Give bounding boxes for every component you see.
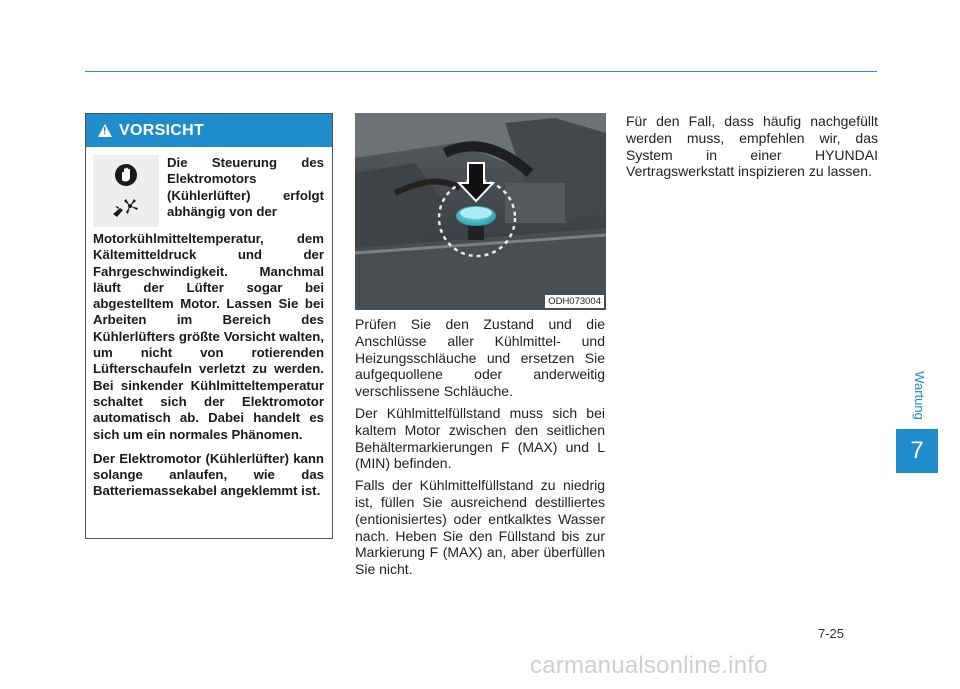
watermark: carmanualsonline.info [530, 652, 768, 679]
caution-paragraph-2: Der Elektromotor (Kühlerlüfter) kann solange anlaufen, wie das Batteriemassekabel angeklemmt ist. [93, 450, 324, 499]
warning-triangle-icon [98, 124, 112, 137]
caution-box [85, 113, 333, 539]
right-column [626, 113, 878, 180]
stop-hand-icon [114, 163, 138, 187]
caution-paragraph-1: Motorkühlmitteltemperatur, dem Kältemitteldruck und der Fahrgeschwindigkeit. Manchmal läuft der Lüfter sogar bei abgestelltem Motor. Lassen Sie bei Arbeiten im Bereich des Kühlerlüfters größte Vorsicht walten, um nicht von rotierenden Lüfterschaufeln verletzt zu werden. Bei sinkender Kühlmitteltemperatur schaltet sich der Elektromotor automatisch ab. Dabei handelt es sich um ein normales Phänomen. [93, 231, 324, 442]
middle-paragraph-3: Falls der Kühlmittelfüllstand zu niedrig ist, füllen Sie ausreichend destilliertes (entionisiertes) oder entkalktes Wasser nach. Heben Sie den Füllstand bis zur Markierung F (MAX) an, aber überfüllen Sie nicht. [355, 477, 605, 578]
top-rule [85, 71, 877, 72]
middle-paragraph-1: Prüfen Sie den Zustand und die Anschlüsse aller Kühlmittel- und Heizungsschläuche und ersetzen Sie aufgequollene oder anderweitig verschlissene Schläuche. [355, 316, 605, 400]
engine-bay-illustration [355, 113, 606, 310]
fan-hazard-icon [111, 194, 141, 220]
coolant-reservoir-photo [355, 113, 606, 310]
caution-body [86, 147, 332, 500]
caution-intro-text: Die Steuerung des Elektromotors (Kühlerlüfter) erfolgt abhängig von der [167, 155, 324, 219]
caution-icons [93, 155, 159, 227]
caution-title: VORSICHT [119, 121, 205, 139]
caution-intro [93, 155, 324, 227]
middle-column [355, 316, 605, 578]
chapter-tab: 7 [896, 429, 938, 473]
page-number: 7-25 [818, 626, 845, 641]
section-label-text: Wartung [911, 370, 927, 420]
figure-label: ODH073004 [545, 295, 604, 308]
right-paragraph-1: Für den Fall, dass häufig nachgefüllt werden muss, empfehlen wir, das System in einer HYUNDAI Vertragswerkstatt inspizieren zu lassen. [626, 113, 878, 180]
middle-paragraph-2: Der Kühlmittelfüllstand muss sich bei kaltem Motor zwischen den seitlichen Behältermarkierungen F (MAX) und L (MIN) befinden. [355, 404, 605, 472]
caution-header [86, 114, 332, 147]
section-label [900, 360, 938, 430]
